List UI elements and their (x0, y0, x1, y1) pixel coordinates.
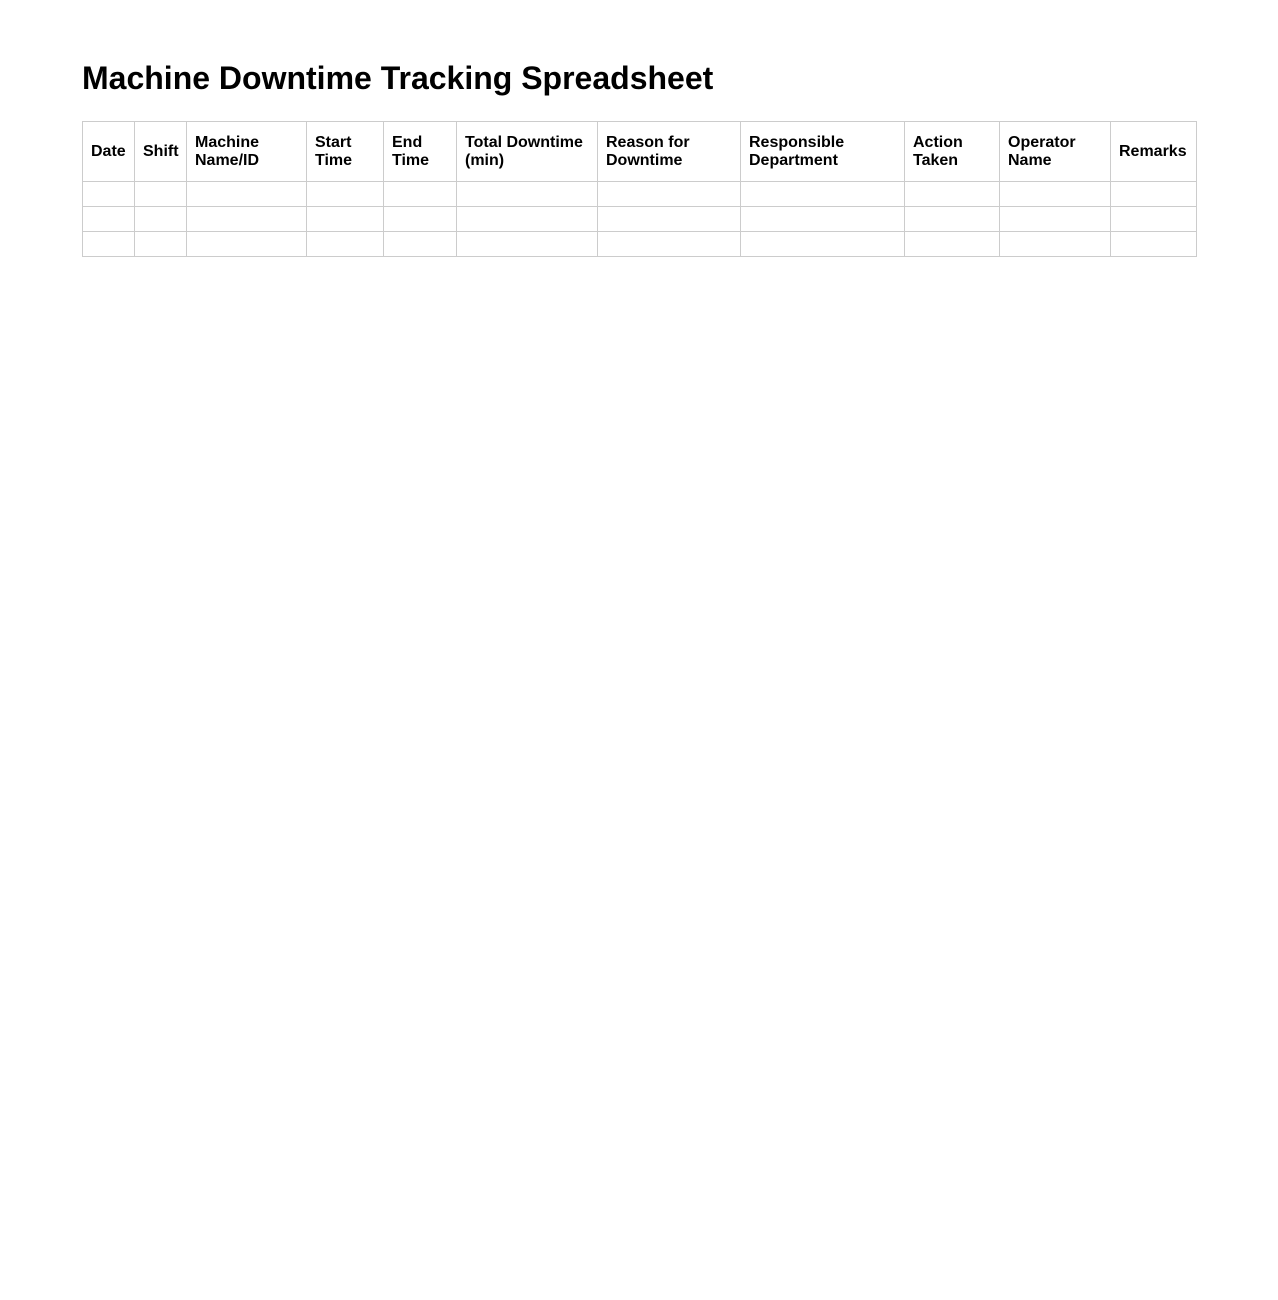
table-cell[interactable] (457, 182, 598, 207)
table-cell[interactable] (905, 182, 1000, 207)
header-remarks: Remarks (1111, 122, 1197, 182)
table-cell[interactable] (307, 207, 384, 232)
table-cell[interactable] (1000, 207, 1111, 232)
table-cell[interactable] (307, 182, 384, 207)
table-cell[interactable] (1000, 182, 1111, 207)
table-cell[interactable] (457, 232, 598, 257)
table-cell[interactable] (1111, 232, 1197, 257)
table-cell[interactable] (135, 207, 187, 232)
table-cell[interactable] (135, 232, 187, 257)
table-cell[interactable] (187, 207, 307, 232)
table-cell[interactable] (187, 182, 307, 207)
header-shift: Shift (135, 122, 187, 182)
table-cell[interactable] (1000, 232, 1111, 257)
table-row (83, 232, 1197, 257)
table-cell[interactable] (741, 232, 905, 257)
table-cell[interactable] (598, 207, 741, 232)
table-cell[interactable] (1111, 182, 1197, 207)
downtime-table (82, 121, 1197, 257)
table-cell[interactable] (187, 232, 307, 257)
table-row (83, 207, 1197, 232)
header-total-downtime: Total Downtime (min) (457, 122, 598, 182)
header-row (83, 122, 1197, 182)
table-cell[interactable] (457, 207, 598, 232)
document-page (0, 0, 1278, 257)
table-cell[interactable] (83, 182, 135, 207)
table-cell[interactable] (135, 182, 187, 207)
header-end-time: End Time (384, 122, 457, 182)
header-action-taken: Action Taken (905, 122, 1000, 182)
header-machine-name-id: Machine Name/ID (187, 122, 307, 182)
table-cell[interactable] (1111, 207, 1197, 232)
table-cell[interactable] (905, 232, 1000, 257)
header-operator-name: Operator Name (1000, 122, 1111, 182)
table-cell[interactable] (384, 182, 457, 207)
table-cell[interactable] (384, 207, 457, 232)
header-start-time: Start Time (307, 122, 384, 182)
header-reason-for-downtime: Reason for Downtime (598, 122, 741, 182)
header-responsible-department: Responsible Department (741, 122, 905, 182)
table-cell[interactable] (307, 232, 384, 257)
table-cell[interactable] (741, 182, 905, 207)
table-row (83, 182, 1197, 207)
table-cell[interactable] (83, 207, 135, 232)
table-cell[interactable] (384, 232, 457, 257)
table-cell[interactable] (598, 232, 741, 257)
table-cell[interactable] (598, 182, 741, 207)
header-date: Date (83, 122, 135, 182)
table-cell[interactable] (83, 232, 135, 257)
table-cell[interactable] (905, 207, 1000, 232)
table-cell[interactable] (741, 207, 905, 232)
page-title: Machine Downtime Tracking Spreadsheet (82, 60, 714, 96)
